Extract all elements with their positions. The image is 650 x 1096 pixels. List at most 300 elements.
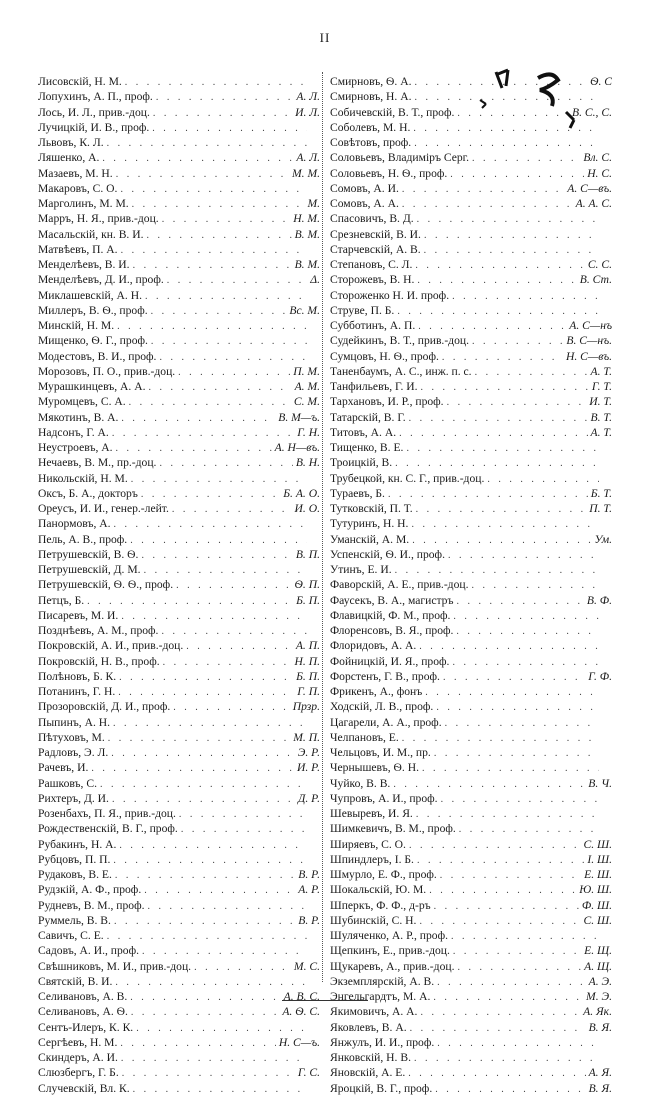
entry-row: [330, 394, 612, 409]
dot-leader: [147, 899, 307, 913]
dot-leader: [194, 960, 291, 974]
contributors-list-left: [38, 74, 320, 1096]
entry-name: Чернышевъ, Ѳ. Н.: [330, 761, 419, 775]
entry-name: Собичевскій, В. Т., проф.: [330, 105, 455, 119]
dot-leader: [402, 197, 573, 211]
entry-row: [38, 394, 320, 409]
entry-abbreviation: А. Л.: [296, 90, 320, 104]
entry-row: [38, 577, 320, 592]
entry-row: [38, 776, 320, 791]
dot-leader: [163, 655, 292, 669]
dot-leader: [442, 350, 563, 364]
entry-abbreviation: В. Р.: [298, 913, 320, 927]
entry-name: Форстенъ, Г. В., проф.: [330, 669, 440, 683]
entry-row: [38, 532, 320, 547]
entry-name: Рудзкій, А. Ф., проф.: [38, 883, 142, 897]
entry-name: Шимкевичъ, В. М., проф.: [330, 822, 456, 836]
dot-leader: [424, 243, 599, 257]
entry-name: Сторожевъ, В. Н.: [330, 273, 415, 287]
entry-row: [330, 745, 612, 760]
entry-row: [38, 105, 320, 120]
dot-leader: [142, 944, 307, 958]
dot-leader: [459, 822, 599, 836]
entry-row: [38, 120, 320, 135]
entry-name: Пѣтуховъ, М.: [38, 730, 105, 744]
entry-abbreviation: А. Э.: [588, 974, 612, 988]
entry-row: [330, 1020, 612, 1035]
dot-leader: [172, 502, 292, 516]
entry-abbreviation: М.: [307, 197, 320, 210]
dot-leader: [115, 868, 295, 882]
dot-leader: [151, 334, 307, 348]
entry-abbreviation: В. М.: [294, 227, 320, 241]
entry-row: [38, 181, 320, 196]
entry-row: [330, 242, 612, 257]
entry-name: Янковскій, Н. В.: [330, 1051, 411, 1064]
entry-abbreviation: Н. М.: [293, 212, 320, 226]
dot-leader: [117, 319, 307, 333]
handwritten-mark-scribble: [478, 64, 608, 144]
entry-abbreviation: Б. Т.: [590, 486, 612, 500]
entry-abbreviation: И. Л.: [295, 105, 320, 119]
entry-name: Щепкинъ, Е., прив.-доц.: [330, 944, 450, 958]
dot-leader: [186, 639, 293, 653]
dot-leader: [113, 716, 307, 730]
entry-name: Экземплярскій, А. В.: [330, 974, 435, 988]
dot-leader: [451, 929, 599, 943]
entry-abbreviation: М. Э.: [586, 990, 612, 1003]
entry-row: [38, 257, 320, 272]
entry-name: Рождественскій, В. Г., проф.: [38, 822, 178, 836]
entry-name: Утинъ, Е. И.: [330, 563, 392, 576]
entry-name: Тутковскій, П. Т.: [330, 502, 413, 515]
entry-row: [38, 608, 320, 623]
entry-abbreviation: А. В. С.: [283, 990, 320, 1003]
entry-abbreviation: А. Л.: [296, 151, 320, 165]
entry-name: Радловъ, Э. Л.: [38, 746, 109, 759]
dot-leader: [122, 1066, 295, 1080]
dot-leader: [417, 273, 576, 287]
entry-abbreviation: Г. П.: [297, 685, 320, 698]
dot-leader: [457, 960, 581, 974]
entry-name: Энгельгардтъ, М. А.: [330, 990, 431, 1003]
dot-leader: [450, 167, 584, 181]
entry-row: [38, 806, 320, 821]
dot-leader: [419, 914, 580, 928]
entry-name: Масальскій, кн. В. И.: [38, 227, 144, 241]
dot-leader: [113, 853, 307, 867]
entry-name: Пыпинъ, А. Н.: [38, 715, 111, 729]
entry-name: Петрушевскій, Ѳ. Ѳ., проф.: [38, 578, 174, 592]
entry-row: [38, 471, 320, 486]
dot-leader: [452, 655, 599, 669]
entry-row: [330, 303, 612, 318]
entry-name: Пель, А. В., проф.: [38, 532, 128, 546]
entry-name: Чельцовъ, И. М., пр.: [330, 746, 431, 759]
entry-row: [38, 150, 320, 165]
entry-row: [38, 669, 320, 684]
entry-row: [38, 272, 320, 287]
entry-abbreviation: В. П.: [295, 547, 320, 561]
entry-name: Лисовскій, Н. М.: [38, 75, 122, 88]
dot-leader: [418, 319, 566, 333]
dot-leader: [411, 517, 599, 531]
dot-leader: [445, 716, 599, 730]
dot-leader: [108, 731, 291, 745]
dot-leader: [129, 395, 291, 409]
dot-leader: [162, 212, 291, 226]
entry-abbreviation: М. С.: [293, 959, 320, 973]
dot-leader: [412, 533, 591, 547]
dot-leader: [447, 395, 587, 409]
entry-abbreviation: Г. Н.: [297, 425, 320, 439]
dot-leader: [147, 228, 292, 242]
dot-leader: [167, 273, 307, 287]
dot-leader: [156, 90, 294, 104]
entry-row: [330, 196, 612, 211]
entry-abbreviation: П. М.: [293, 364, 320, 378]
entry-abbreviation: А. Ѳ. С.: [282, 1005, 320, 1019]
entry-row: [38, 486, 320, 501]
entry-row: [330, 211, 612, 226]
entry-name: Стороженко Н. И. проф.: [330, 288, 450, 302]
entry-name: Рашковъ, С.: [38, 776, 97, 790]
dot-leader: [118, 685, 294, 699]
entry-abbreviation: С. М.: [293, 395, 320, 409]
entry-name: Сентъ-Илеръ, К. К.: [38, 1020, 134, 1034]
entry-row: [38, 699, 320, 714]
entry-name: Селивановъ, А. Ѳ.: [38, 1005, 128, 1019]
entry-row: [330, 1065, 612, 1080]
entry-abbreviation: А. Як.: [583, 1005, 612, 1019]
dot-leader: [153, 106, 292, 120]
entry-abbreviation: Ф. Ш.: [581, 898, 612, 912]
entry-row: [38, 715, 320, 730]
entry-name: Фаворскій, А. Е., прив.-доц.: [330, 578, 469, 592]
dot-leader: [416, 502, 587, 516]
entry-name: Успенскій, Ѳ. И., проф.: [330, 547, 445, 561]
entry-row: [38, 593, 320, 608]
entry-name: Случевскій, Вл. К.: [38, 1081, 130, 1095]
entry-abbreviation: Е. Ш.: [584, 868, 612, 881]
entry-row: [330, 288, 612, 303]
entry-row: [38, 745, 320, 760]
entry-name: Фойницкій, И. Я., проф.: [330, 654, 450, 668]
dot-leader: [181, 822, 307, 836]
entry-abbreviation: А. Т.: [590, 364, 612, 378]
dot-leader: [144, 563, 307, 577]
entry-name: Лопухинъ, А. П., проф.: [38, 90, 153, 104]
entry-abbreviation: В. Я.: [588, 1081, 612, 1095]
entry-row: [38, 974, 320, 989]
dot-leader: [402, 731, 599, 745]
dot-leader: [159, 350, 307, 364]
entry-name: Оксъ, Б. А., докторъ: [38, 486, 138, 500]
entry-abbreviation: Н. П.: [294, 654, 320, 668]
entry-name: Мурашкинцевъ, А. А.: [38, 380, 146, 393]
dot-leader: [119, 838, 307, 852]
entry-name: Судейкинъ, В. Т., прив.-доц.: [330, 334, 469, 348]
entry-name: Тураевъ, Б.: [330, 486, 385, 500]
entry-row: [330, 333, 612, 348]
dot-leader: [475, 365, 588, 379]
dot-leader: [406, 441, 599, 455]
entry-name: Шперкъ, Ф. Ф., д-ръ: [330, 898, 431, 912]
entry-row: [330, 654, 612, 669]
entry-name: Розенбахъ, П. Я., прив.-доц.: [38, 807, 176, 820]
entry-name: Флавицкій, Ф. М., проф.: [330, 608, 451, 622]
entry-row: [330, 364, 612, 379]
entry-row: [330, 669, 612, 684]
entry-row: [38, 959, 320, 974]
entry-name: Потанинъ, Г. Н.: [38, 685, 116, 698]
entry-row: [330, 425, 612, 440]
entry-name: Марръ, Н. Я., прив.-доц.: [38, 212, 159, 226]
dot-leader: [456, 624, 599, 638]
entry-name: Рубакинъ, Н. А.: [38, 837, 117, 851]
dot-leader: [112, 426, 294, 440]
dot-leader: [102, 151, 293, 165]
dot-leader: [410, 1021, 586, 1035]
entry-row: [330, 227, 612, 242]
entry-row: [38, 227, 320, 242]
entry-row: [330, 1004, 612, 1019]
entry-abbreviation: А. Т.: [590, 425, 612, 439]
entry-name: Сумцовъ, Н. Ѳ., проф.: [330, 349, 439, 363]
dot-leader: [437, 1036, 599, 1050]
entry-name: Святскій, В. И.: [38, 974, 113, 988]
entry-abbreviation: А. С—нъ: [569, 319, 612, 332]
entry-name: Тархановъ, И. Р., проф.: [330, 395, 444, 409]
entry-row: [330, 699, 612, 714]
entry-row: [38, 211, 320, 226]
entry-name: Тищенко, В. Е.: [330, 441, 404, 454]
entry-name: Рудневъ, В. М., проф.: [38, 898, 145, 912]
entry-name: Срезневскій, В. И.: [330, 227, 421, 241]
dot-leader: [443, 670, 585, 684]
entry-row: [330, 943, 612, 958]
dot-leader: [119, 670, 293, 684]
entry-name: Позднѣевъ, А. М., проф.: [38, 624, 159, 637]
dot-leader: [434, 746, 599, 760]
entry-name: Надсонъ, Г. А.: [38, 425, 109, 439]
entry-abbreviation: М. П.: [293, 730, 320, 744]
entry-name: Янжулъ, И. И., проф.: [330, 1035, 435, 1049]
dot-leader: [176, 578, 291, 592]
entry-row: [330, 379, 612, 394]
entry-row: [38, 943, 320, 958]
entry-abbreviation: Н. С.: [587, 166, 612, 180]
entry-row: [38, 501, 320, 516]
dot-leader: [388, 487, 588, 501]
entry-abbreviation: Г. С.: [297, 1066, 320, 1080]
entry-name: Тутуринъ, Н. Н.: [330, 517, 409, 531]
entry-name: Чуйко, В. В.: [330, 776, 391, 790]
entry-row: [38, 1050, 320, 1065]
entry-row: [38, 791, 320, 806]
entry-abbreviation: В. Н.: [295, 456, 320, 470]
entry-row: [38, 379, 320, 394]
entry-abbreviation: В. Я.: [588, 1020, 612, 1034]
dot-leader: [130, 990, 280, 1004]
dot-leader: [424, 228, 599, 242]
entry-row: [330, 1050, 612, 1065]
entry-name: Свѣшниковъ, М. И., прив.-доц.: [38, 959, 192, 973]
entry-row: [38, 440, 320, 455]
entry-row: [330, 959, 612, 974]
dot-leader: [441, 792, 599, 806]
entry-name: Челпановъ, Е.: [330, 730, 399, 744]
entry-abbreviation: Е. Щ.: [584, 944, 612, 958]
dot-leader: [114, 914, 295, 928]
dot-leader: [453, 944, 581, 958]
dot-leader: [425, 685, 599, 699]
dot-leader: [402, 182, 564, 196]
entry-row: [38, 74, 320, 89]
dot-leader: [179, 807, 307, 821]
entry-row: [330, 1035, 612, 1050]
dot-leader: [125, 75, 307, 89]
entry-name: Ореусъ, И. И., генер.-лейт.: [38, 502, 169, 515]
entry-name: Нечаевъ, В. М., пр.-доц.: [38, 456, 157, 470]
entry-name: Покровскій, А. И., прив.-доц.: [38, 639, 184, 653]
entry-abbreviation: Н. С—въ.: [565, 349, 612, 363]
entry-row: [38, 837, 320, 852]
entry-abbreviation: Вс. М.: [289, 303, 320, 317]
dot-leader: [112, 792, 295, 806]
dot-leader: [435, 1082, 585, 1096]
entry-abbreviation: С. С.: [587, 258, 612, 271]
dot-leader: [433, 990, 583, 1004]
dot-leader: [417, 212, 599, 226]
entry-row: [38, 196, 320, 211]
entry-row: [38, 242, 320, 257]
entry-row: [330, 791, 612, 806]
entry-name: Струве, П. Б.: [330, 303, 395, 317]
dot-leader: [399, 426, 587, 440]
entry-name: Шокальскій, Ю. М.: [330, 883, 427, 897]
entry-row: [38, 1065, 320, 1080]
dot-leader: [437, 975, 586, 989]
entry-abbreviation: Б. А. О.: [283, 486, 320, 500]
entry-abbreviation: Δ.: [310, 273, 320, 287]
dot-leader: [434, 899, 579, 913]
entry-abbreviation: А. А. С.: [575, 197, 612, 210]
entry-row: [38, 318, 320, 333]
entry-row: [38, 303, 320, 318]
entry-row: [330, 150, 612, 165]
entry-abbreviation: С. Ш.: [583, 837, 612, 851]
entry-row: [330, 318, 612, 333]
entry-name: Неустроевъ, А.: [38, 441, 113, 454]
entry-row: [38, 516, 320, 531]
entry-row: [330, 349, 612, 364]
entry-name: Львовъ, К. Л.: [38, 136, 104, 149]
entry-name: Марголинъ, М. М.: [38, 197, 129, 210]
entry-row: [38, 1020, 320, 1035]
entry-name: Менделѣевъ, Д. И., проф.: [38, 273, 164, 287]
entry-name: Петцъ, Б.: [38, 593, 85, 607]
entry-name: Шуляченко, А. Р., проф.: [330, 929, 448, 942]
entry-row: [330, 547, 612, 562]
entry-row: [330, 471, 612, 486]
entry-row: [330, 166, 612, 181]
entry-row: [38, 1004, 320, 1019]
dot-leader: [116, 167, 289, 181]
entry-row: [38, 882, 320, 897]
dot-leader: [161, 624, 307, 638]
dot-leader: [145, 289, 307, 303]
dot-leader: [120, 182, 307, 196]
entry-row: [330, 913, 612, 928]
entry-abbreviation: Ѳ. П.: [294, 578, 320, 592]
entry-abbreviation: В. Ст.: [579, 273, 612, 287]
dot-leader: [133, 1082, 307, 1096]
entry-name: Петрушевскій, Д. М.: [38, 563, 141, 576]
entry-abbreviation: А. Р.: [298, 883, 320, 897]
dot-leader: [420, 1005, 580, 1019]
dot-leader: [415, 258, 584, 272]
entry-name: Слюзбергъ, Г. Б.: [38, 1066, 119, 1080]
entry-abbreviation: В. Т.: [590, 410, 612, 424]
entry-name: Соловьевъ, Н. Ѳ., проф.: [330, 166, 448, 180]
entry-name: Мазаевъ, М. Н.: [38, 166, 113, 180]
dot-leader: [121, 243, 307, 257]
entry-row: [330, 974, 612, 989]
entry-row: [38, 1081, 320, 1096]
entry-name: Фаусекъ, В. А., магистръ: [330, 593, 454, 607]
dot-leader: [144, 883, 295, 897]
entry-name: Минскій, Н. М.: [38, 319, 115, 332]
entry-row: [330, 882, 612, 897]
dot-leader: [121, 609, 307, 623]
entry-abbreviation: Г. Ф.: [588, 669, 612, 683]
entry-name: Ляшенко, А.: [38, 151, 100, 165]
entry-row: [330, 989, 612, 1004]
dot-leader: [456, 594, 583, 608]
entry-name: Смирновъ, Н. А.: [330, 90, 412, 104]
entry-row: [38, 89, 320, 104]
dot-leader: [133, 258, 292, 272]
dot-leader: [452, 289, 599, 303]
entry-row: [330, 440, 612, 455]
entry-name: Спасовичъ, В. Д.: [330, 212, 414, 226]
dot-leader: [107, 929, 307, 943]
entry-name: Матвѣевъ, П. А.: [38, 242, 118, 256]
footer-rule: [282, 1000, 368, 1001]
entry-row: [38, 562, 320, 577]
dot-leader: [132, 197, 305, 211]
entry-abbreviation: Д. Р.: [298, 791, 320, 805]
dot-leader: [422, 761, 599, 775]
entry-row: [330, 593, 612, 608]
dot-leader: [115, 975, 307, 989]
entry-row: [38, 913, 320, 928]
entry-row: [38, 349, 320, 364]
entry-abbreviation: Ѳ. С: [590, 75, 612, 88]
entry-row: [38, 654, 320, 669]
entry-abbreviation: А. П.: [295, 639, 320, 653]
entry-abbreviation: П. Т.: [589, 502, 612, 515]
entry-name: Шпиндлеръ, І. Б.: [330, 852, 414, 866]
entry-name: Уманскій, А. М.: [330, 532, 410, 546]
entry-name: Яроцкій, В. Г., проф.: [330, 1081, 433, 1095]
entry-name: Ходскій, Л. В., проф.: [330, 700, 434, 714]
dot-leader: [130, 533, 307, 547]
entry-row: [38, 364, 320, 379]
dot-leader: [114, 517, 307, 531]
entry-name: Титовъ, А. А.: [330, 425, 397, 439]
